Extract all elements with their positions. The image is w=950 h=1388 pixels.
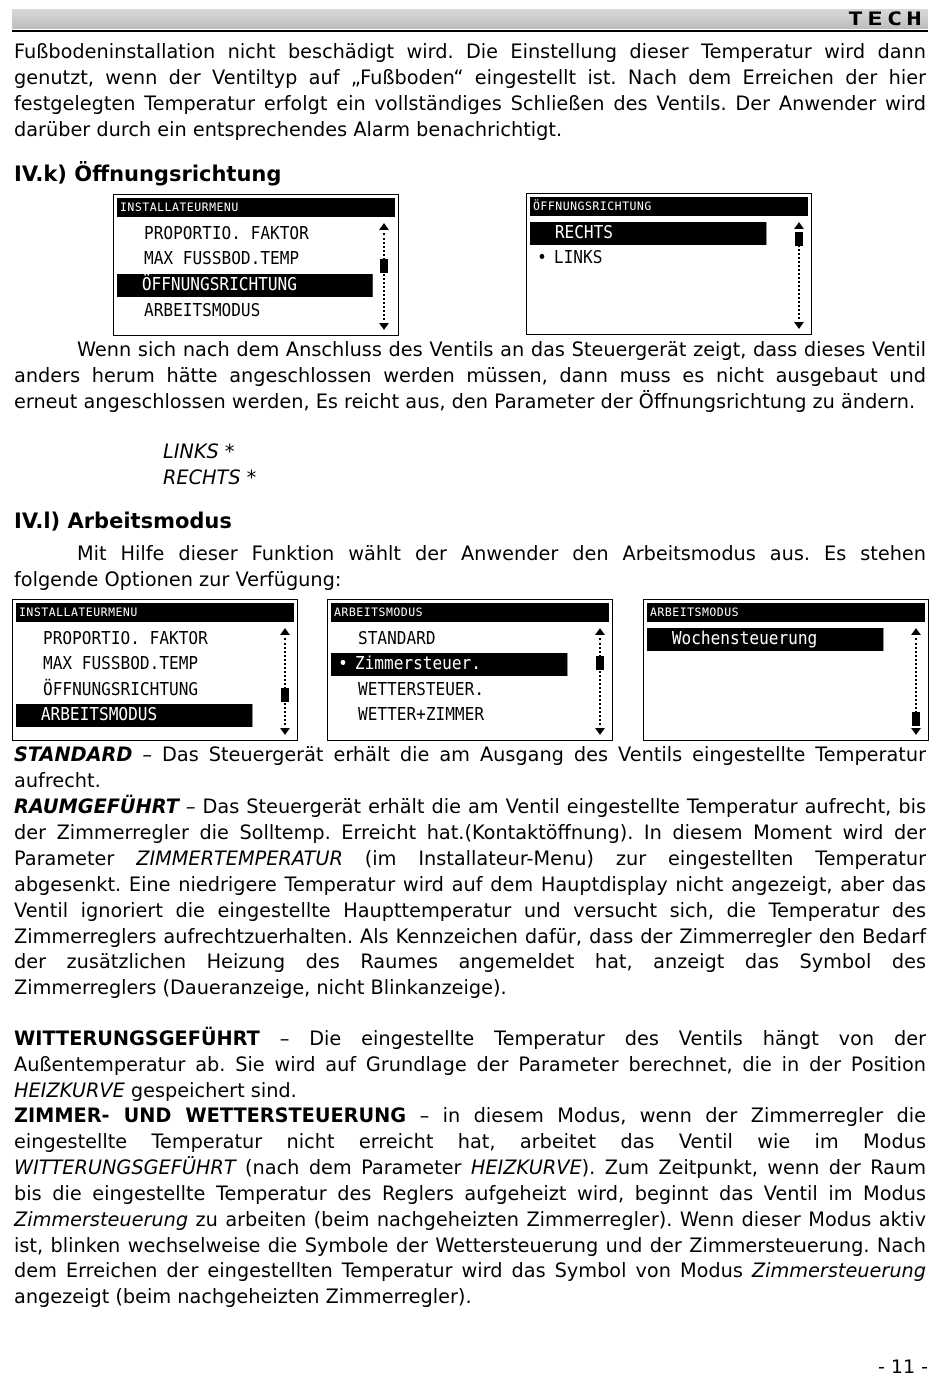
lcd-installateurmenu-k bbox=[113, 194, 399, 336]
scroll-down-arrow-icon bbox=[595, 728, 605, 735]
scroll-up-arrow-icon bbox=[595, 628, 605, 635]
scrollbar bbox=[594, 628, 606, 735]
scroll-thumb bbox=[912, 712, 920, 726]
term-standard: STANDARD bbox=[14, 743, 133, 766]
option-rechts-selected: RECHTS bbox=[530, 222, 766, 245]
scroll-up-arrow-icon bbox=[794, 222, 804, 229]
arbeitsmodus-intro: Mit Hilfe dieser Funktion wählt der Anwender den Arbeitsmodus aus. Es stehen folgende Optionen zur Verfügung: bbox=[14, 542, 926, 591]
scroll-up-arrow-icon bbox=[379, 223, 389, 230]
tech-logo: TECH bbox=[848, 8, 926, 30]
scrollbar bbox=[279, 628, 291, 735]
option-links: LINKS * bbox=[163, 440, 235, 463]
scroll-down-arrow-icon bbox=[379, 323, 389, 330]
menu-item-max-fussbod: MAX FUSSBOD.TEMP bbox=[144, 249, 300, 269]
mode-witterungsgefuehrt-paragraph: WITTERUNGSGEFÜHRT – Die eingestellte Temperatur des Ventils hängt von der Außentemperatur ab. Sie wird auf Grundlage der Parameter berechnet, die in der Position HEIZKURVE gespeichert sind. bbox=[14, 1027, 926, 1102]
option-links-active: • LINKS bbox=[530, 247, 602, 270]
mode-standard-paragraph: STANDARD – Das Steuergerät erhält die am Ausgang des Ventils eingestellte Temperatur aufrecht. bbox=[14, 743, 926, 792]
scroll-thumb bbox=[380, 259, 388, 273]
scroll-down-arrow-icon bbox=[794, 322, 804, 329]
menu-item-arbeitsmodus: ARBEITSMODUS bbox=[144, 301, 261, 321]
menu-item-proportio: PROPORTIO. FAKTOR bbox=[144, 224, 309, 244]
header-bar bbox=[12, 9, 928, 29]
lcd-arbeitsmodus-wochen bbox=[643, 599, 929, 741]
lcd-title: INSTALLATEURMENU bbox=[16, 603, 294, 622]
option-standard: STANDARD bbox=[358, 629, 436, 649]
lcd-title: ÖFFNUNGSRICHTUNG bbox=[530, 197, 808, 216]
page-number: - 11 - bbox=[878, 1356, 928, 1378]
menu-item-max-fussbod: MAX FUSSBOD.TEMP bbox=[43, 654, 199, 674]
lcd-oeffnungsrichtung bbox=[526, 193, 812, 335]
scroll-thumb bbox=[596, 656, 604, 670]
term-raumgefuehrt: RAUMGEFÜHRT bbox=[14, 795, 179, 818]
scroll-up-arrow-icon bbox=[911, 628, 921, 635]
heading-oeffnungsrichtung: IV.k) Öffnungsrichtung bbox=[14, 162, 282, 186]
scroll-thumb bbox=[281, 688, 289, 702]
option-wetter-zimmer: WETTER+ZIMMER bbox=[358, 705, 485, 725]
scrollbar bbox=[793, 222, 805, 329]
bullet-icon: • bbox=[537, 248, 547, 268]
scrollbar bbox=[910, 628, 922, 735]
heading-arbeitsmodus: IV.l) Arbeitsmodus bbox=[14, 509, 232, 533]
lcd-title: ARBEITSMODUS bbox=[647, 603, 925, 622]
header-rule bbox=[12, 30, 928, 32]
scroll-thumb bbox=[795, 232, 803, 246]
scroll-down-arrow-icon bbox=[280, 728, 290, 735]
option-rechts: RECHTS * bbox=[163, 466, 257, 489]
menu-item-oeffnungsrichtung-selected: ÖFFNUNGSRICHTUNG bbox=[117, 274, 373, 297]
mode-raumgefuehrt-paragraph: RAUMGEFÜHRT – Das Steuergerät erhält die am Ventil eingestellte Temperatur aufrecht, bis der Zimmerregler die Solltemp. Erreicht hat.(Kontaktöffnung). In diesem Moment wird der Parameter ZIMMERTEMPERATUR (im Installateur-Menu) zur eingestellten Temperatur abgesenkt. Eine niedrigere Temperatur wird auf dem Hauptdisplay nicht angezeigt, aber das Ventil ignoriert die eingestellte Haupttemperatur und versucht sich, die Temperatur des Zimmerreglers aufrechtzuerhalten. Als Kennzeichen dafür, dass der Zimmerregler den Bedarf der zusätzlichen Heizung des Raumes angemeldet hat, anzeigt das Symbol des Zimmerreglers (Daueranzeige, nicht Blinkanzeige). bbox=[14, 795, 927, 1000]
intro-paragraph: Fußbodeninstallation nicht beschädigt wird. Die Einstellung dieser Temperatur wird dann genutzt, wenn der Ventiltyp auf „Fußboden“ eingestellt ist. Nach dem Erreichen der hier festgelegten Temperatur erfolgt ein vollständiges Schließen des Ventils. Der Anwender wird darüber durch ein entsprechendes Alarm benachrichtigt. bbox=[14, 40, 926, 141]
menu-item-proportio: PROPORTIO. FAKTOR bbox=[43, 629, 208, 649]
mode-zimmer-wetter-paragraph: ZIMMER- UND WETTERSTEUERUNG – in diesem Modus, wenn der Zimmerregler die eingestellte Temperatur nicht erreicht hat, arbeitet das Ventil wie im Modus WITTERUNGSGEFÜHRT (nach dem Parameter HEIZKURVE). Zum Zeitpunkt, wenn der Raum bis die eingestellte Temperatur des Reglers aufgeheizt wird, beginnt das Ventil im Modus Zimmersteuerung zu arbeiten (beim nachgeheizten Zimmerregler). Wenn dieser Modus aktiv ist, blinken wechselweise die Symbole der Wettersteuerung und der Zimmersteuerung. Nach dem Erreichen der eingestellten Temperatur wird das Symbol von Modus Zimmersteuerung angezeigt (beim nachgeheizten Zimmerregler). bbox=[14, 1104, 927, 1309]
term-zimmer-wetter: ZIMMER- UND WETTERSTEUERUNG bbox=[14, 1104, 407, 1127]
lcd-arbeitsmodus-options bbox=[327, 599, 613, 741]
bullet-icon: • bbox=[338, 654, 348, 674]
menu-item-arbeitsmodus-selected: ARBEITSMODUS bbox=[16, 704, 252, 727]
scroll-down-arrow-icon bbox=[911, 728, 921, 735]
lcd-title: INSTALLATEURMENU bbox=[117, 198, 395, 217]
term-witterungsgefuehrt: WITTERUNGSGEFÜHRT bbox=[14, 1027, 260, 1050]
menu-item-oeffnungsrichtung: ÖFFNUNGSRICHTUNG bbox=[43, 680, 199, 700]
lcd-installateurmenu-l bbox=[12, 599, 298, 741]
oeffnungsrichtung-paragraph: Wenn sich nach dem Anschluss des Ventils an das Steuergerät zeigt, dass dieses Ventil anders herum hätte angeschlossen werden müssen, dann muss es nicht ausgebaut und erneut angeschlossen werden, Es reicht aus, den Parameter der Öffnungsrichtung zu ändern. bbox=[14, 338, 926, 413]
option-wochensteuerung-selected: Wochensteuerung bbox=[647, 628, 883, 651]
option-zimmersteuer-selected: • Zimmersteuer. bbox=[331, 653, 567, 676]
option-wettersteuer: WETTERSTEUER. bbox=[358, 680, 485, 700]
scroll-up-arrow-icon bbox=[280, 628, 290, 635]
lcd-title: ARBEITSMODUS bbox=[331, 603, 609, 622]
scrollbar bbox=[378, 223, 390, 330]
